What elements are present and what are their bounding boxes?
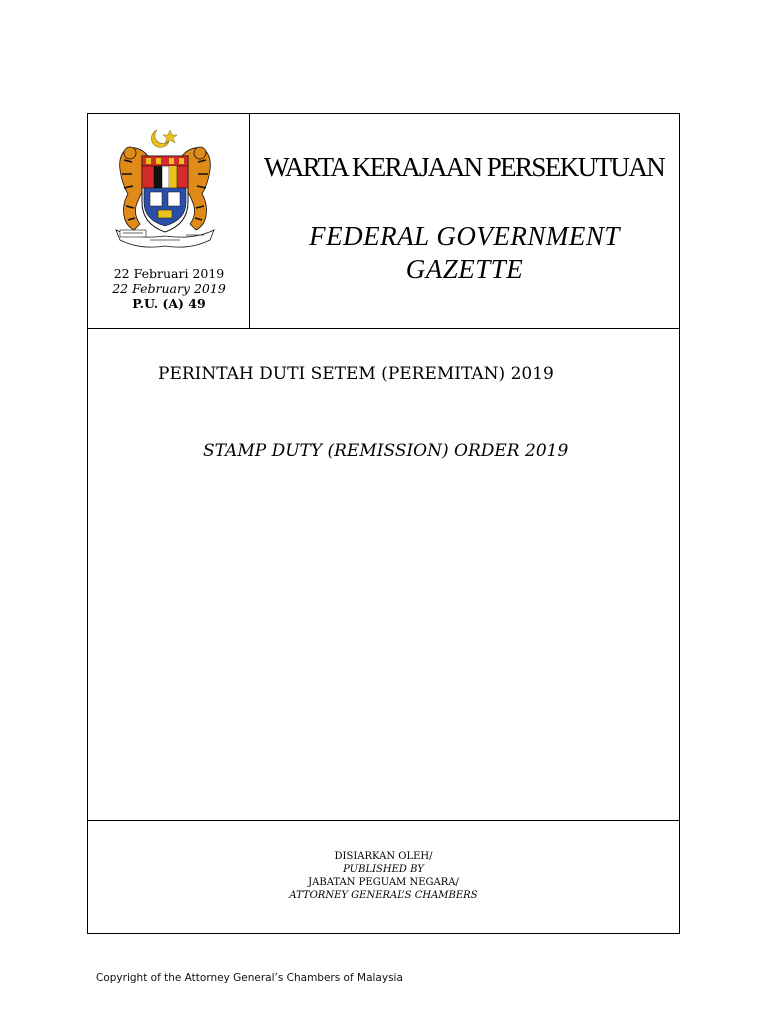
header-right-panel (250, 114, 679, 328)
published-by-english: PUBLISHED BY (343, 864, 424, 875)
order-title-malay: PERINTAH DUTI SETEM (PEREMITAN) 2019 (158, 364, 554, 384)
published-by-malay: DISIARKAN OLEH/ (334, 851, 433, 862)
gazette-title-english-line1: FEDERAL GOVERNMENT (309, 221, 620, 251)
publisher-block (88, 850, 679, 902)
coat-of-arms-icon (110, 126, 220, 252)
gazette-title-english-line2: GAZETTE (405, 254, 524, 284)
gazette-title-malay: WARTA KERAJAAN PERSEKUTUAN (264, 152, 665, 182)
header-divider (88, 328, 679, 329)
publisher-name-malay: JABATAN PEGUAM NEGARA/ (308, 877, 459, 888)
copyright-notice: Copyright of the Attorney General’s Chambers of Malaysia (96, 972, 403, 984)
gazette-title-english (250, 220, 679, 286)
pu-reference: P.U. (A) 49 (132, 296, 206, 311)
header-left-panel (88, 114, 250, 328)
date-english: 22 February 2019 (112, 281, 226, 296)
gazette-cover-frame (87, 113, 680, 934)
order-title-english: STAMP DUTY (REMISSION) ORDER 2019 (203, 441, 569, 461)
footer-divider (88, 820, 679, 821)
gazette-date-block (88, 266, 250, 311)
date-malay: 22 Februari 2019 (113, 266, 225, 281)
publisher-name-english: ATTORNEY GENERAL’S CHAMBERS (289, 890, 478, 901)
